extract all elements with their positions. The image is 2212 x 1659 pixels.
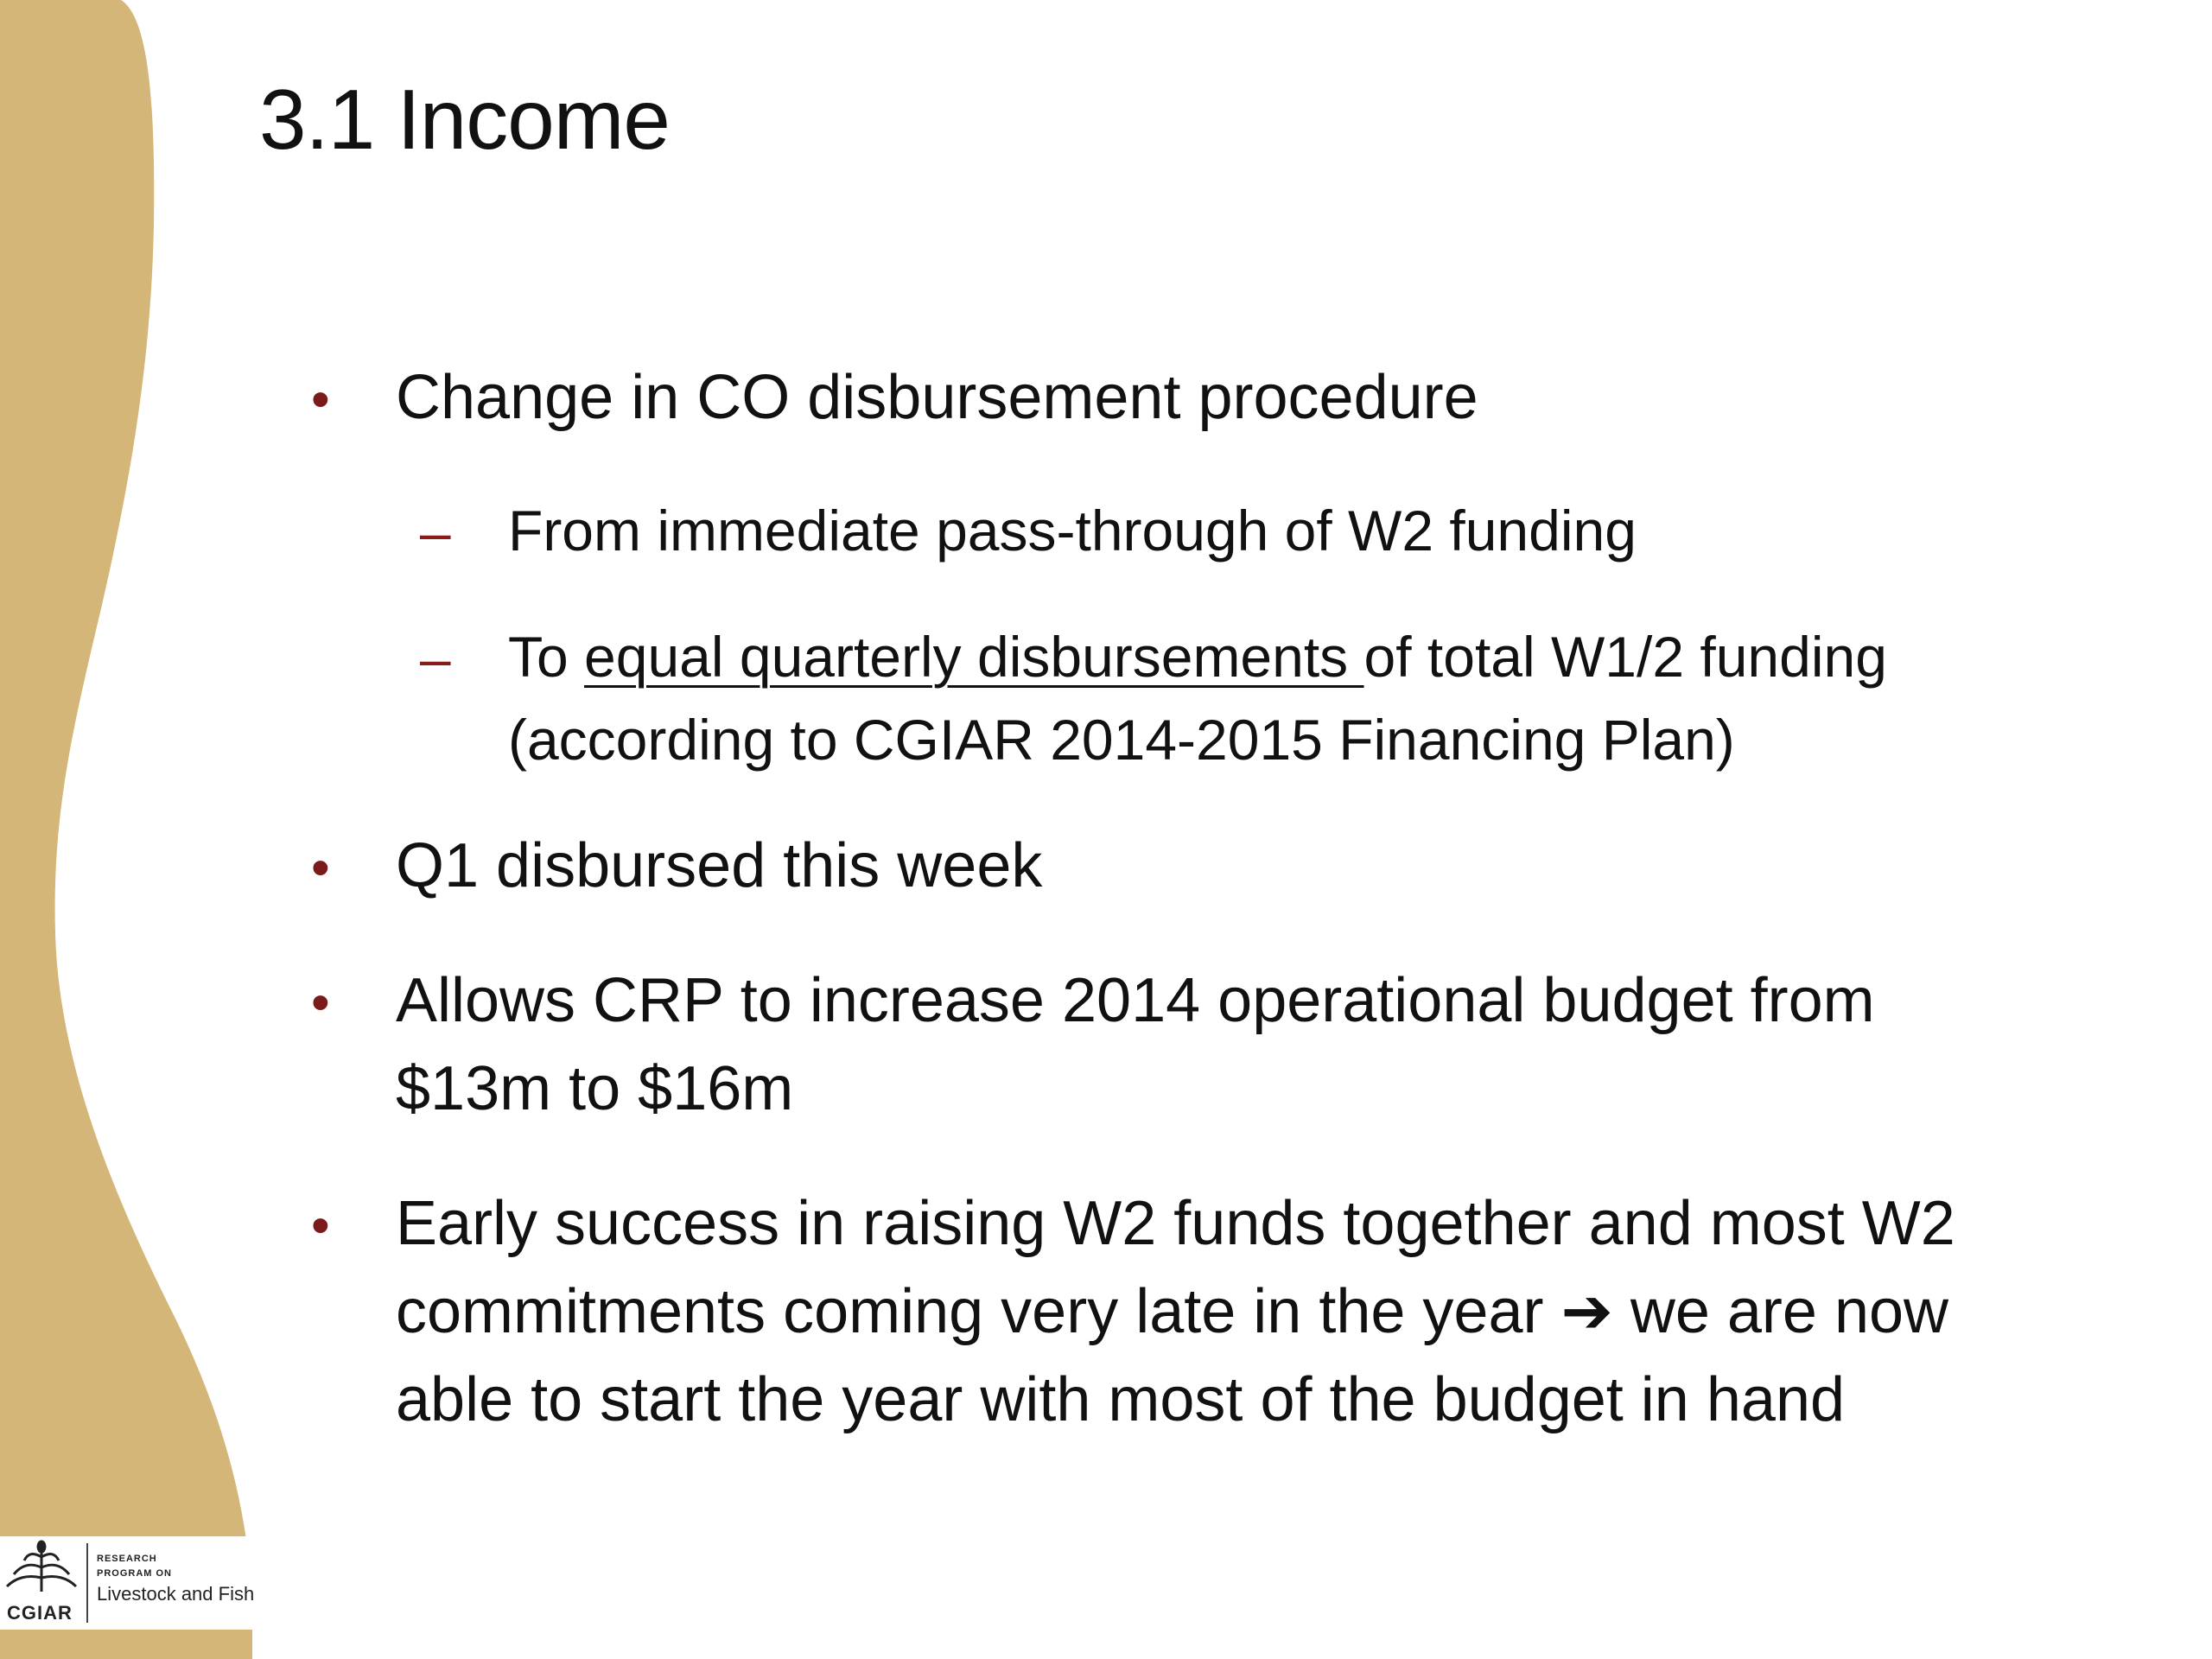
- sub-bullet-text: [508, 615, 1887, 698]
- bullet-marker: •: [311, 1196, 330, 1255]
- logo-line1: RESEARCH: [97, 1554, 157, 1564]
- bullet-text-segment: commitments coming very late in the year: [396, 1277, 1561, 1346]
- logo-org: CGIAR: [7, 1602, 73, 1624]
- bullet-text: Change in CO disbursement procedure: [396, 363, 1478, 432]
- sub-bullet-text: From immediate pass-through of W2 funding: [508, 499, 1637, 563]
- slide-title: 3.1 Income: [259, 72, 670, 167]
- logo-line3: Livestock and Fish: [97, 1583, 255, 1605]
- bullet-text-line2: $13m to $16m: [396, 1054, 794, 1123]
- sub-bullet-text-line2: (according to CGIAR 2014-2015 Financing Plan): [508, 708, 1735, 772]
- right-arrow-icon: ➔: [1560, 1277, 1613, 1346]
- bullet-text: Early success in raising W2 funds together and most W2: [396, 1189, 1955, 1258]
- sub-bullet-rest: of total W1/2 funding: [1363, 625, 1887, 689]
- wheat-emblem-icon: [2, 1540, 81, 1602]
- logo-line2: PROGRAM ON: [97, 1568, 172, 1579]
- underlined-phrase: equal quarterly disbursements: [584, 625, 1364, 689]
- dash-marker: –: [420, 627, 451, 690]
- logo: [0, 1536, 268, 1630]
- bullet-text-line3: able to start the year with most of the budget in hand: [396, 1365, 1846, 1434]
- logo-divider: [86, 1543, 88, 1623]
- bullet-marker: •: [311, 838, 330, 898]
- bullet-marker: •: [311, 370, 330, 429]
- bullet-marker: •: [311, 973, 330, 1033]
- bullet-text: Allows CRP to increase 2014 operational budget from: [396, 966, 1875, 1035]
- sub-bullet-prefix: To: [508, 625, 585, 689]
- bullet-text-line2: [396, 1267, 1948, 1357]
- bullet-text-segment: we are now: [1612, 1277, 1949, 1346]
- dash-marker: –: [420, 501, 451, 563]
- bullet-text: Q1 disbursed this week: [396, 831, 1043, 900]
